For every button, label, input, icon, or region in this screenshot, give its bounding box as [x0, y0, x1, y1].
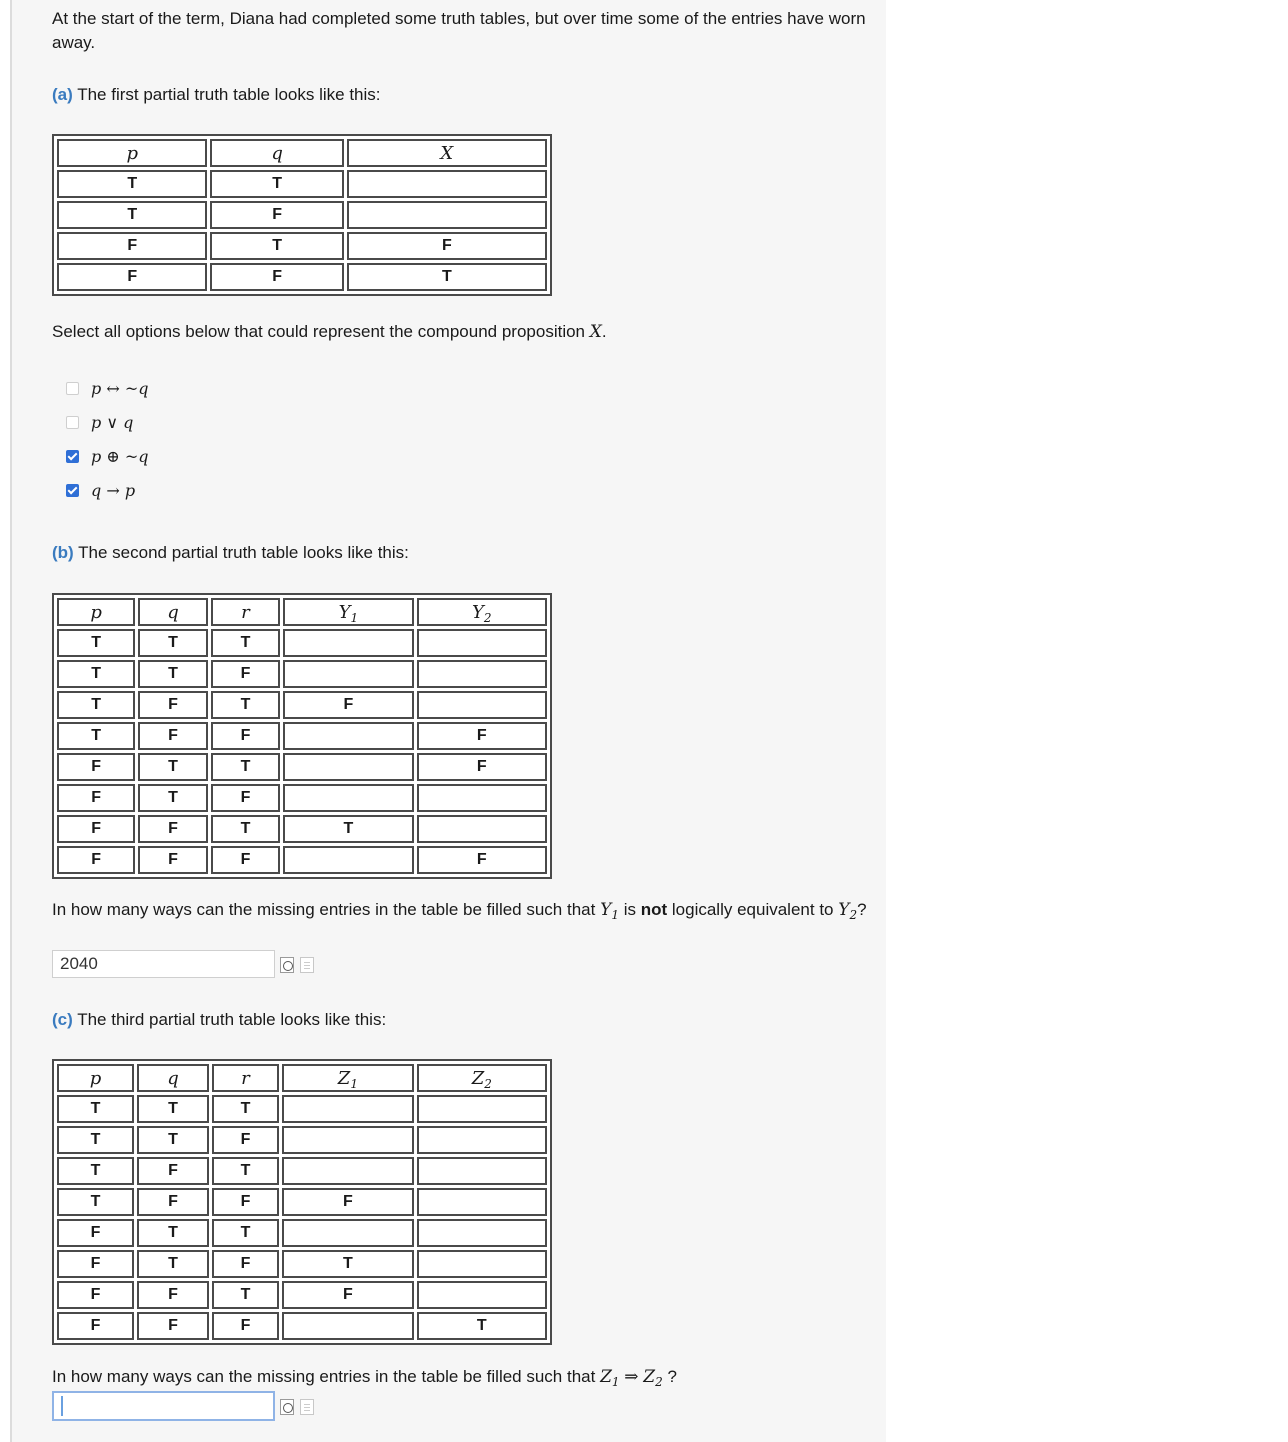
table-cell — [283, 660, 413, 688]
y1-letter: Y — [600, 900, 612, 920]
table-cell: T — [137, 1250, 209, 1278]
table-cell: T — [212, 1281, 279, 1309]
part-b-question-not: not — [640, 900, 668, 919]
table-cell: F — [57, 753, 135, 781]
table-cell: F — [417, 846, 547, 874]
table-cell — [417, 1095, 547, 1123]
table-cell: F — [282, 1281, 413, 1309]
table-cell — [282, 1126, 413, 1154]
table-cell: T — [347, 263, 547, 291]
option-3[interactable] — [66, 445, 148, 467]
part-b-text: The second partial truth table looks like this: — [78, 543, 409, 562]
part-c-question-end: ? — [667, 1367, 677, 1386]
column-header: r — [212, 1064, 279, 1092]
table-cell: T — [57, 170, 207, 198]
table-cell: F — [212, 1312, 279, 1340]
table-cell: F — [212, 1126, 279, 1154]
table-cell — [283, 753, 413, 781]
part-c-answer-tools — [280, 1399, 314, 1415]
table-cell: F — [57, 846, 135, 874]
part-a-label: (a) — [52, 85, 73, 104]
table-row — [57, 784, 547, 812]
table-cell — [417, 1188, 547, 1216]
select-prompt-suffix: . — [601, 322, 607, 341]
table-cell — [347, 201, 547, 229]
part-b-question-end: ? — [857, 900, 867, 919]
table-cell: F — [137, 1188, 209, 1216]
table-cell: T — [138, 660, 208, 688]
y1-symbol — [600, 900, 619, 920]
part-c-question-text: In how many ways can the missing entries in the table be filled such that — [52, 1367, 596, 1386]
table-cell — [417, 784, 547, 812]
table-cell: T — [211, 815, 281, 843]
table-cell: F — [211, 784, 281, 812]
table-row — [57, 1281, 547, 1309]
table-header-row — [57, 1064, 547, 1092]
table-cell: T — [57, 1157, 134, 1185]
column-header — [417, 598, 547, 626]
table-cell: F — [57, 1250, 134, 1278]
option-2[interactable] — [66, 411, 133, 433]
table-row — [57, 1188, 547, 1216]
preview-icon[interactable] — [280, 1399, 294, 1415]
part-b-answer-input[interactable]: 2040 — [52, 950, 275, 978]
part-b-question-is: is — [623, 900, 636, 919]
table-cell: T — [137, 1095, 209, 1123]
part-b-question-rest: logically equivalent to — [671, 900, 834, 919]
table-cell: F — [138, 691, 208, 719]
table-row — [57, 1250, 547, 1278]
table-cell: F — [211, 846, 281, 874]
part-c-question — [52, 1365, 677, 1389]
table-row — [57, 815, 547, 843]
part-c-heading — [52, 1008, 386, 1032]
part-a-heading — [52, 83, 381, 107]
header-subscript: 2 — [483, 610, 492, 625]
table-row — [57, 1312, 547, 1340]
part-a-text: The first partial truth table looks like this: — [77, 85, 381, 104]
header-symbol: $Z_1$ — [337, 1067, 358, 1091]
table-cell — [282, 1219, 413, 1247]
table-cell: T — [210, 232, 343, 260]
option-4-checkbox[interactable] — [66, 484, 79, 497]
option-1-checkbox[interactable] — [66, 382, 79, 395]
table-cell — [347, 170, 547, 198]
table-cell — [283, 722, 413, 750]
column-header: p — [57, 139, 207, 167]
table-cell: F — [212, 1250, 279, 1278]
table-cell: T — [138, 784, 208, 812]
table-cell: T — [57, 1188, 134, 1216]
table-cell: T — [138, 629, 208, 657]
z1-subscript: 1 — [611, 1375, 620, 1389]
part-b-label: (b) — [52, 543, 74, 562]
table-cell: T — [212, 1095, 279, 1123]
y2-symbol — [838, 900, 857, 920]
table-cell: F — [57, 1312, 134, 1340]
table-cell — [417, 1157, 547, 1185]
truth-table-b — [52, 593, 552, 879]
option-2-label: p ∨ q — [91, 412, 134, 432]
table-cell: F — [57, 232, 207, 260]
table-cell — [282, 1095, 413, 1123]
table-cell — [417, 660, 547, 688]
option-1[interactable] — [66, 377, 148, 399]
table-row — [57, 1157, 547, 1185]
z2-letter: Z — [643, 1367, 656, 1387]
table-cell: T — [137, 1219, 209, 1247]
table-cell — [283, 784, 413, 812]
table-cell: T — [57, 691, 135, 719]
part-b-question-text: In how many ways can the missing entries in the table be filled such that — [52, 900, 596, 919]
z1-letter: Z — [600, 1367, 612, 1387]
table-cell: T — [283, 815, 413, 843]
preview-icon[interactable] — [280, 957, 294, 973]
table-row — [57, 201, 547, 229]
table-cell: F — [137, 1281, 209, 1309]
table-cell: T — [210, 170, 343, 198]
table-cell — [282, 1157, 413, 1185]
header-subscript: 1 — [350, 1076, 358, 1091]
part-c-text: The third partial truth table looks like this: — [77, 1010, 387, 1029]
table-cell — [417, 815, 547, 843]
table-cell: F — [212, 1188, 279, 1216]
table-cell: F — [417, 722, 547, 750]
column-header: r — [211, 598, 281, 626]
z2-symbol — [643, 1367, 662, 1387]
table-row — [57, 170, 547, 198]
part-b-answer-tools — [280, 957, 314, 973]
table-cell: F — [137, 1312, 209, 1340]
document-icon[interactable] — [300, 1399, 314, 1415]
header-symbol: $Y_2$ — [472, 601, 492, 625]
table-cell: F — [57, 1281, 134, 1309]
table-cell: T — [212, 1219, 279, 1247]
table-row — [57, 691, 547, 719]
table-row — [57, 1126, 547, 1154]
part-c-label: (c) — [52, 1010, 73, 1029]
table-cell: T — [138, 753, 208, 781]
table-row — [57, 232, 547, 260]
select-prompt-var: X — [589, 322, 602, 342]
table-cell: T — [211, 629, 281, 657]
part-a-select-prompt — [52, 320, 607, 344]
column-header: p — [57, 598, 135, 626]
table-cell: T — [57, 1095, 134, 1123]
table-cell: F — [210, 201, 343, 229]
table-cell: F — [417, 753, 547, 781]
table-cell: T — [57, 1126, 134, 1154]
table-cell: F — [211, 660, 281, 688]
header-subscript: 1 — [350, 610, 359, 625]
y2-letter: Y — [838, 900, 850, 920]
part-b-question — [52, 898, 886, 922]
option-4[interactable] — [66, 479, 135, 501]
table-header-row — [57, 598, 547, 626]
table-cell: T — [57, 201, 207, 229]
table-cell: T — [417, 1312, 547, 1340]
table-cell: T — [211, 691, 281, 719]
part-c-answer-input[interactable] — [52, 1391, 275, 1421]
table-cell: T — [57, 722, 135, 750]
table-cell: T — [57, 660, 135, 688]
table-row — [57, 753, 547, 781]
table-cell — [417, 1219, 547, 1247]
option-3-checkbox[interactable] — [66, 450, 79, 463]
table-cell: F — [57, 815, 135, 843]
table-cell — [417, 629, 547, 657]
column-header: X — [347, 139, 547, 167]
y1-subscript: 1 — [611, 908, 619, 922]
header-symbol: $Z_2$ — [471, 1067, 492, 1091]
table-cell: T — [57, 629, 135, 657]
table-cell: T — [282, 1250, 413, 1278]
z2-subscript: 2 — [655, 1375, 663, 1389]
table-cell: F — [347, 232, 547, 260]
table-cell: F — [211, 722, 281, 750]
table-cell — [417, 1126, 547, 1154]
intro-text: At the start of the term, Diana had completed some truth tables, but over time some of the entries have worn away. — [52, 9, 866, 52]
column-header: q — [137, 1064, 209, 1092]
table-cell — [417, 1250, 547, 1278]
table-cell — [417, 1281, 547, 1309]
y2-subscript: 2 — [849, 908, 858, 922]
option-3-label: p ⊕ ~q — [91, 446, 149, 466]
table-cell: F — [138, 722, 208, 750]
table-cell: F — [210, 263, 343, 291]
table-cell: F — [137, 1157, 209, 1185]
table-cell: T — [212, 1157, 279, 1185]
table-cell: F — [57, 263, 207, 291]
table-cell — [283, 846, 413, 874]
header-subscript: 2 — [484, 1076, 492, 1091]
table-cell: F — [138, 846, 208, 874]
option-4-label: q → p — [91, 480, 136, 500]
header-symbol: $Y_1$ — [338, 601, 359, 625]
table-row — [57, 846, 547, 874]
table-cell: F — [57, 1219, 134, 1247]
option-2-checkbox[interactable] — [66, 416, 79, 429]
column-header — [283, 598, 413, 626]
table-cell: T — [211, 753, 281, 781]
table-row — [57, 629, 547, 657]
table-cell — [283, 629, 413, 657]
table-row — [57, 660, 547, 688]
truth-table-a — [52, 134, 552, 296]
table-cell: F — [283, 691, 413, 719]
part-b-heading — [52, 541, 409, 565]
table-cell — [282, 1312, 413, 1340]
table-row — [57, 1095, 547, 1123]
truth-table-c — [52, 1059, 552, 1345]
select-prompt-text: Select all options below that could represent the compound proposition — [52, 322, 586, 341]
table-header-row — [57, 139, 547, 167]
column-header: p — [57, 1064, 134, 1092]
option-1-label: p ↔ ~q — [91, 378, 149, 398]
z1-symbol — [600, 1367, 619, 1387]
implies-symbol: ⇒ — [624, 1367, 639, 1387]
table-cell: F — [282, 1188, 413, 1216]
document-icon[interactable] — [300, 957, 314, 973]
table-row — [57, 263, 547, 291]
table-cell: T — [137, 1126, 209, 1154]
table-cell: F — [57, 784, 135, 812]
column-header: q — [138, 598, 208, 626]
table-row — [57, 722, 547, 750]
table-row — [57, 1219, 547, 1247]
column-header — [417, 1064, 547, 1092]
text-caret — [61, 1396, 63, 1416]
table-cell: F — [138, 815, 208, 843]
column-header: q — [210, 139, 343, 167]
column-header — [282, 1064, 413, 1092]
table-cell — [417, 691, 547, 719]
